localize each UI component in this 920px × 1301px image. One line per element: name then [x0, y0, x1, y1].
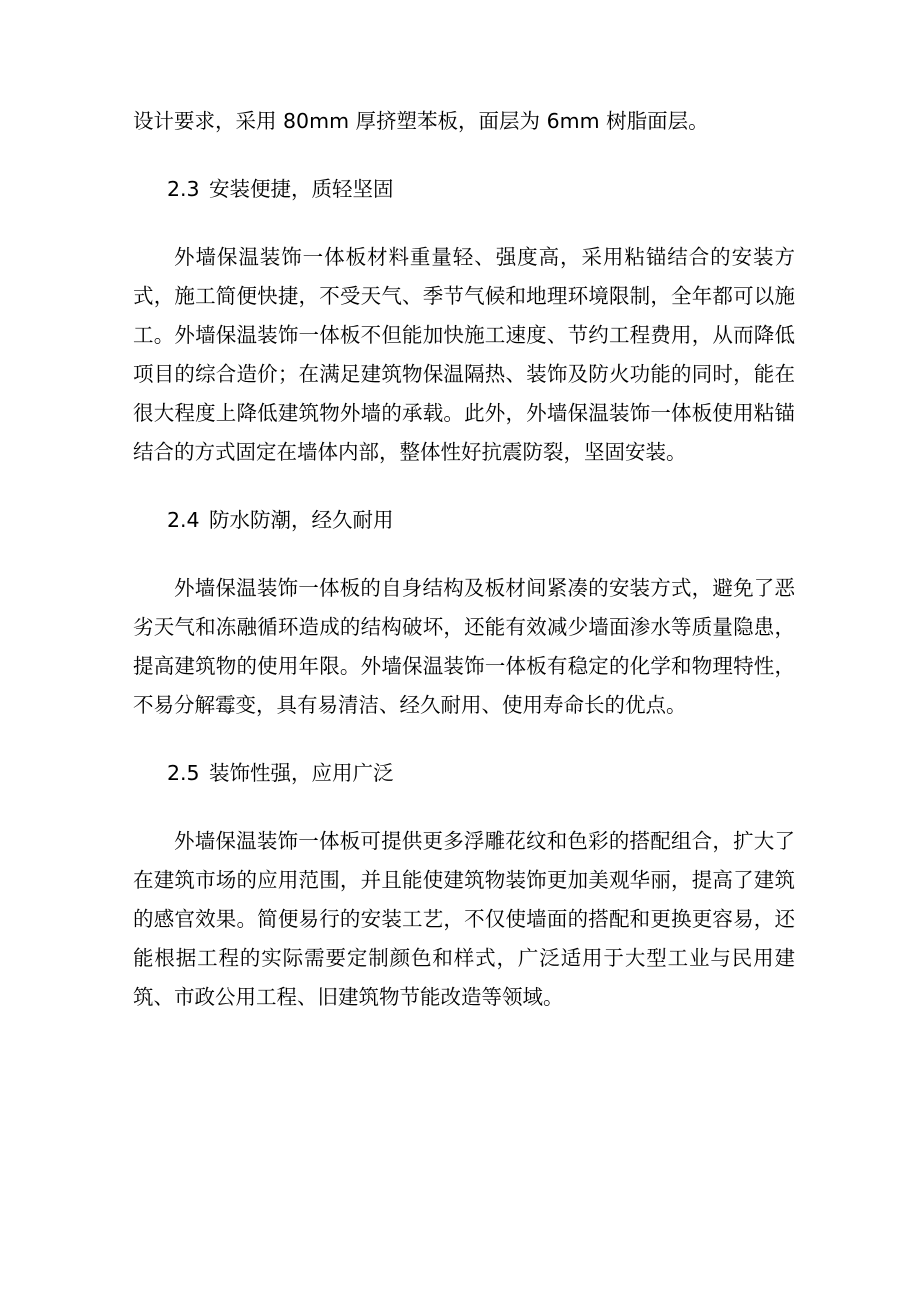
spacer: [133, 472, 795, 501]
section-body: 外墙保温装饰一体板材料重量轻、强度高，采用粘锚结合的安装方式，施工简便快捷，不受天气、季节气候和地理环境限制，全年都可以施工。外墙保温装饰一体板不但能加快施工速度、节约工程费用，从而降低项目的综合造价；在满足建筑物保温隔热、装饰及防火功能的同时，能在很大程度上降低建筑物外墙的承载。此外，外墙保温装饰一体板使用粘锚结合的方式固定在墙体内部，整体性好抗震防裂，坚固安装。: [133, 245, 795, 464]
intro-paragraph: 设计要求，采用 80mm 厚挤塑苯板，面层为 6mm 树脂面层。: [133, 109, 709, 133]
section-number: 2.5: [167, 761, 200, 785]
section-body: 外墙保温装饰一体板可提供更多浮雕花纹和色彩的搭配组合，扩大了在建筑市场的应用范围，并且能使建筑物装饰更加美观华丽，提高了建筑的感官效果。简便易行的安装工艺，不仅使墙面的搭配和更换更容易，还能根据工程的实际需要定制颜色和样式，广泛适用于大型工业与民用建筑、市政公用工程、旧建筑物节能改造等领域。: [133, 829, 795, 1009]
section-number: 2.4: [167, 508, 200, 532]
spacer: [133, 209, 795, 238]
document-body: [133, 102, 795, 1017]
spacer: [133, 725, 795, 754]
section-heading: [133, 170, 795, 209]
section-title: 安装便捷，质轻坚固: [209, 177, 394, 201]
section-title: 装饰性强，应用广泛: [209, 761, 394, 785]
section-title: 防水防潮，经久耐用: [209, 508, 394, 532]
spacer: [133, 793, 795, 822]
section-heading: [133, 501, 795, 540]
spacer: [133, 141, 795, 170]
spacer: [133, 540, 795, 569]
section-number: 2.3: [167, 177, 200, 201]
section-body: 外墙保温装饰一体板的自身结构及板材间紧凑的安装方式，避免了恶劣天气和冻融循环造成的结构破坏，还能有效减少墙面渗水等质量隐患，提高建筑物的使用年限。外墙保温装饰一体板有稳定的化学和物理特性，不易分解霉变，具有易清洁、经久耐用、使用寿命长的优点。: [133, 576, 795, 717]
section-heading: [133, 754, 795, 793]
